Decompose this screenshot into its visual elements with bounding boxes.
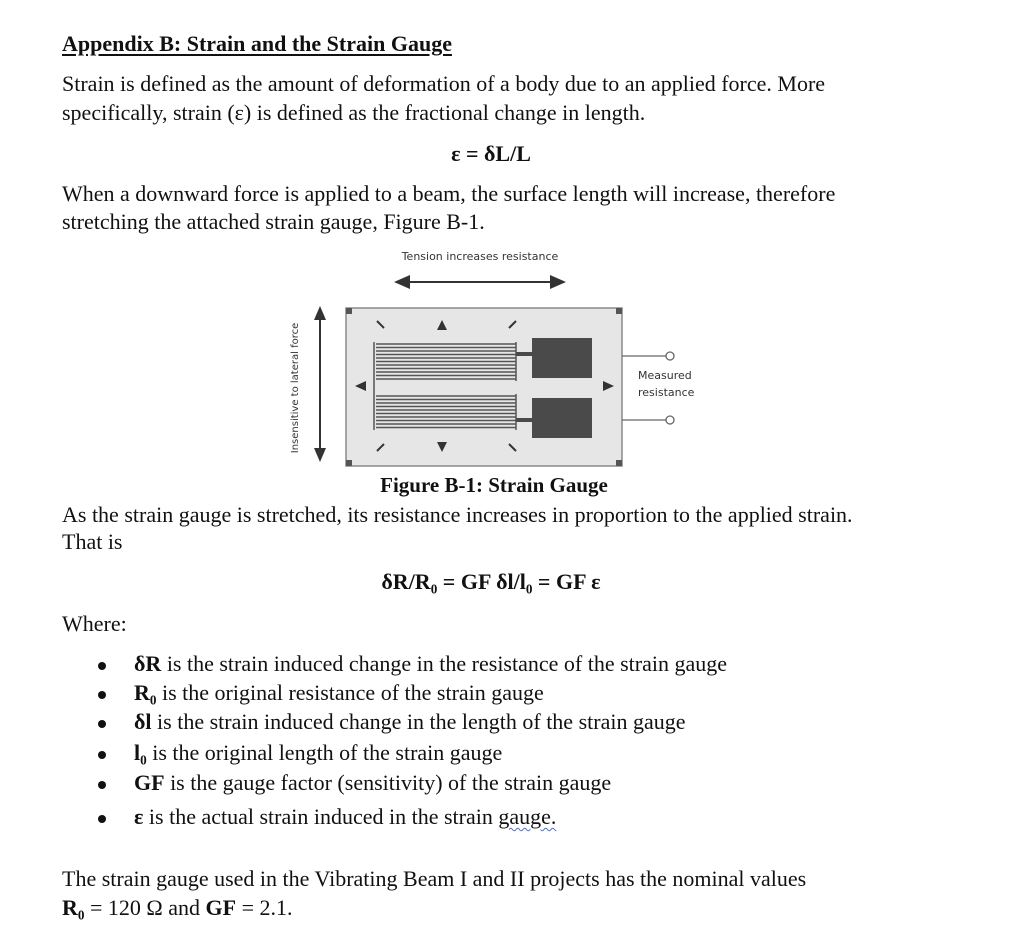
where-label: Where: (62, 611, 127, 636)
r0-term: R₀ (62, 895, 85, 920)
tension-label: Tension increases resistance (401, 250, 559, 263)
list-item (134, 804, 556, 830)
bullet-term: R₀ (134, 680, 157, 705)
bullet-dot (98, 751, 106, 759)
bullet-term: ε (134, 804, 144, 829)
figure-caption: Figure B-1: Strain Gauge (380, 473, 608, 497)
strain-equation: ε = δL/L (451, 141, 531, 166)
measured-label-1: Measured (638, 369, 692, 382)
list-item (134, 680, 544, 706)
measured-label-2: resistance (638, 386, 695, 399)
bullet-text: is the original length of the strain gauge (146, 740, 503, 765)
closing-line-2 (62, 893, 293, 922)
bullet-term: δR (134, 651, 162, 676)
spellcheck-word: gauge. (498, 804, 557, 829)
solder-tab-top (532, 338, 592, 378)
intro-line-2: specifically, strain (ε) is defined as the fractional change in length. (62, 100, 646, 125)
para2-line-1: When a downward force is applied to a beam, the surface length will increase, therefore (62, 181, 836, 206)
tension-arrow-icon (394, 275, 566, 289)
bullet-dot (98, 781, 106, 789)
bullet-text: is the strain induced change in the resistance of the strain gauge (161, 651, 728, 676)
list-item (134, 709, 685, 735)
para2-line-2: stretching the attached strain gauge, Figure B-1. (62, 209, 485, 234)
bullet-dot (98, 691, 106, 699)
bullet-text: is the strain induced change in the length of the strain gauge (151, 709, 686, 734)
para3-line-1: As the strain gauge is stretched, its resistance increases in proportion to the applied strain. (62, 502, 853, 527)
list-item (134, 770, 611, 796)
bullet-dot (98, 720, 106, 728)
bullet-text: is the actual strain induced in the strain (143, 804, 499, 829)
bullet-dot (98, 662, 106, 670)
gf-term: GF (205, 895, 237, 920)
bullet-text: is the original resistance of the strain gauge (156, 680, 544, 705)
gauge-factor-equation: δR/R₀ = GF δl/l₀ = GF ε (381, 569, 601, 594)
r0-value: = 120 Ω and (84, 895, 206, 920)
gf-value: = 2.1. (236, 895, 293, 920)
lateral-arrow-icon (314, 306, 326, 462)
bullet-term: l₀ (134, 740, 147, 765)
gauge-backing (346, 308, 622, 466)
lateral-label: Insensitive to lateral force (290, 322, 301, 454)
list-item (134, 651, 727, 677)
intro-line-1: Strain is defined as the amount of deformation of a body due to an applied force. More (62, 71, 826, 96)
page-title: Appendix B: Strain and the Strain Gauge (62, 31, 452, 56)
bullet-text: is the gauge factor (sensitivity) of the strain gauge (164, 770, 612, 795)
para3-line-2: That is (62, 529, 123, 554)
solder-tab-bottom (532, 398, 592, 438)
strain-gauge-figure (280, 244, 720, 474)
bullet-term: δl (134, 709, 152, 734)
bullet-dot (98, 815, 106, 823)
bullet-term: GF (134, 770, 165, 795)
closing-line-1: The strain gauge used in the Vibrating Beam I and II projects has the nominal values (62, 866, 807, 891)
list-item (134, 740, 502, 766)
